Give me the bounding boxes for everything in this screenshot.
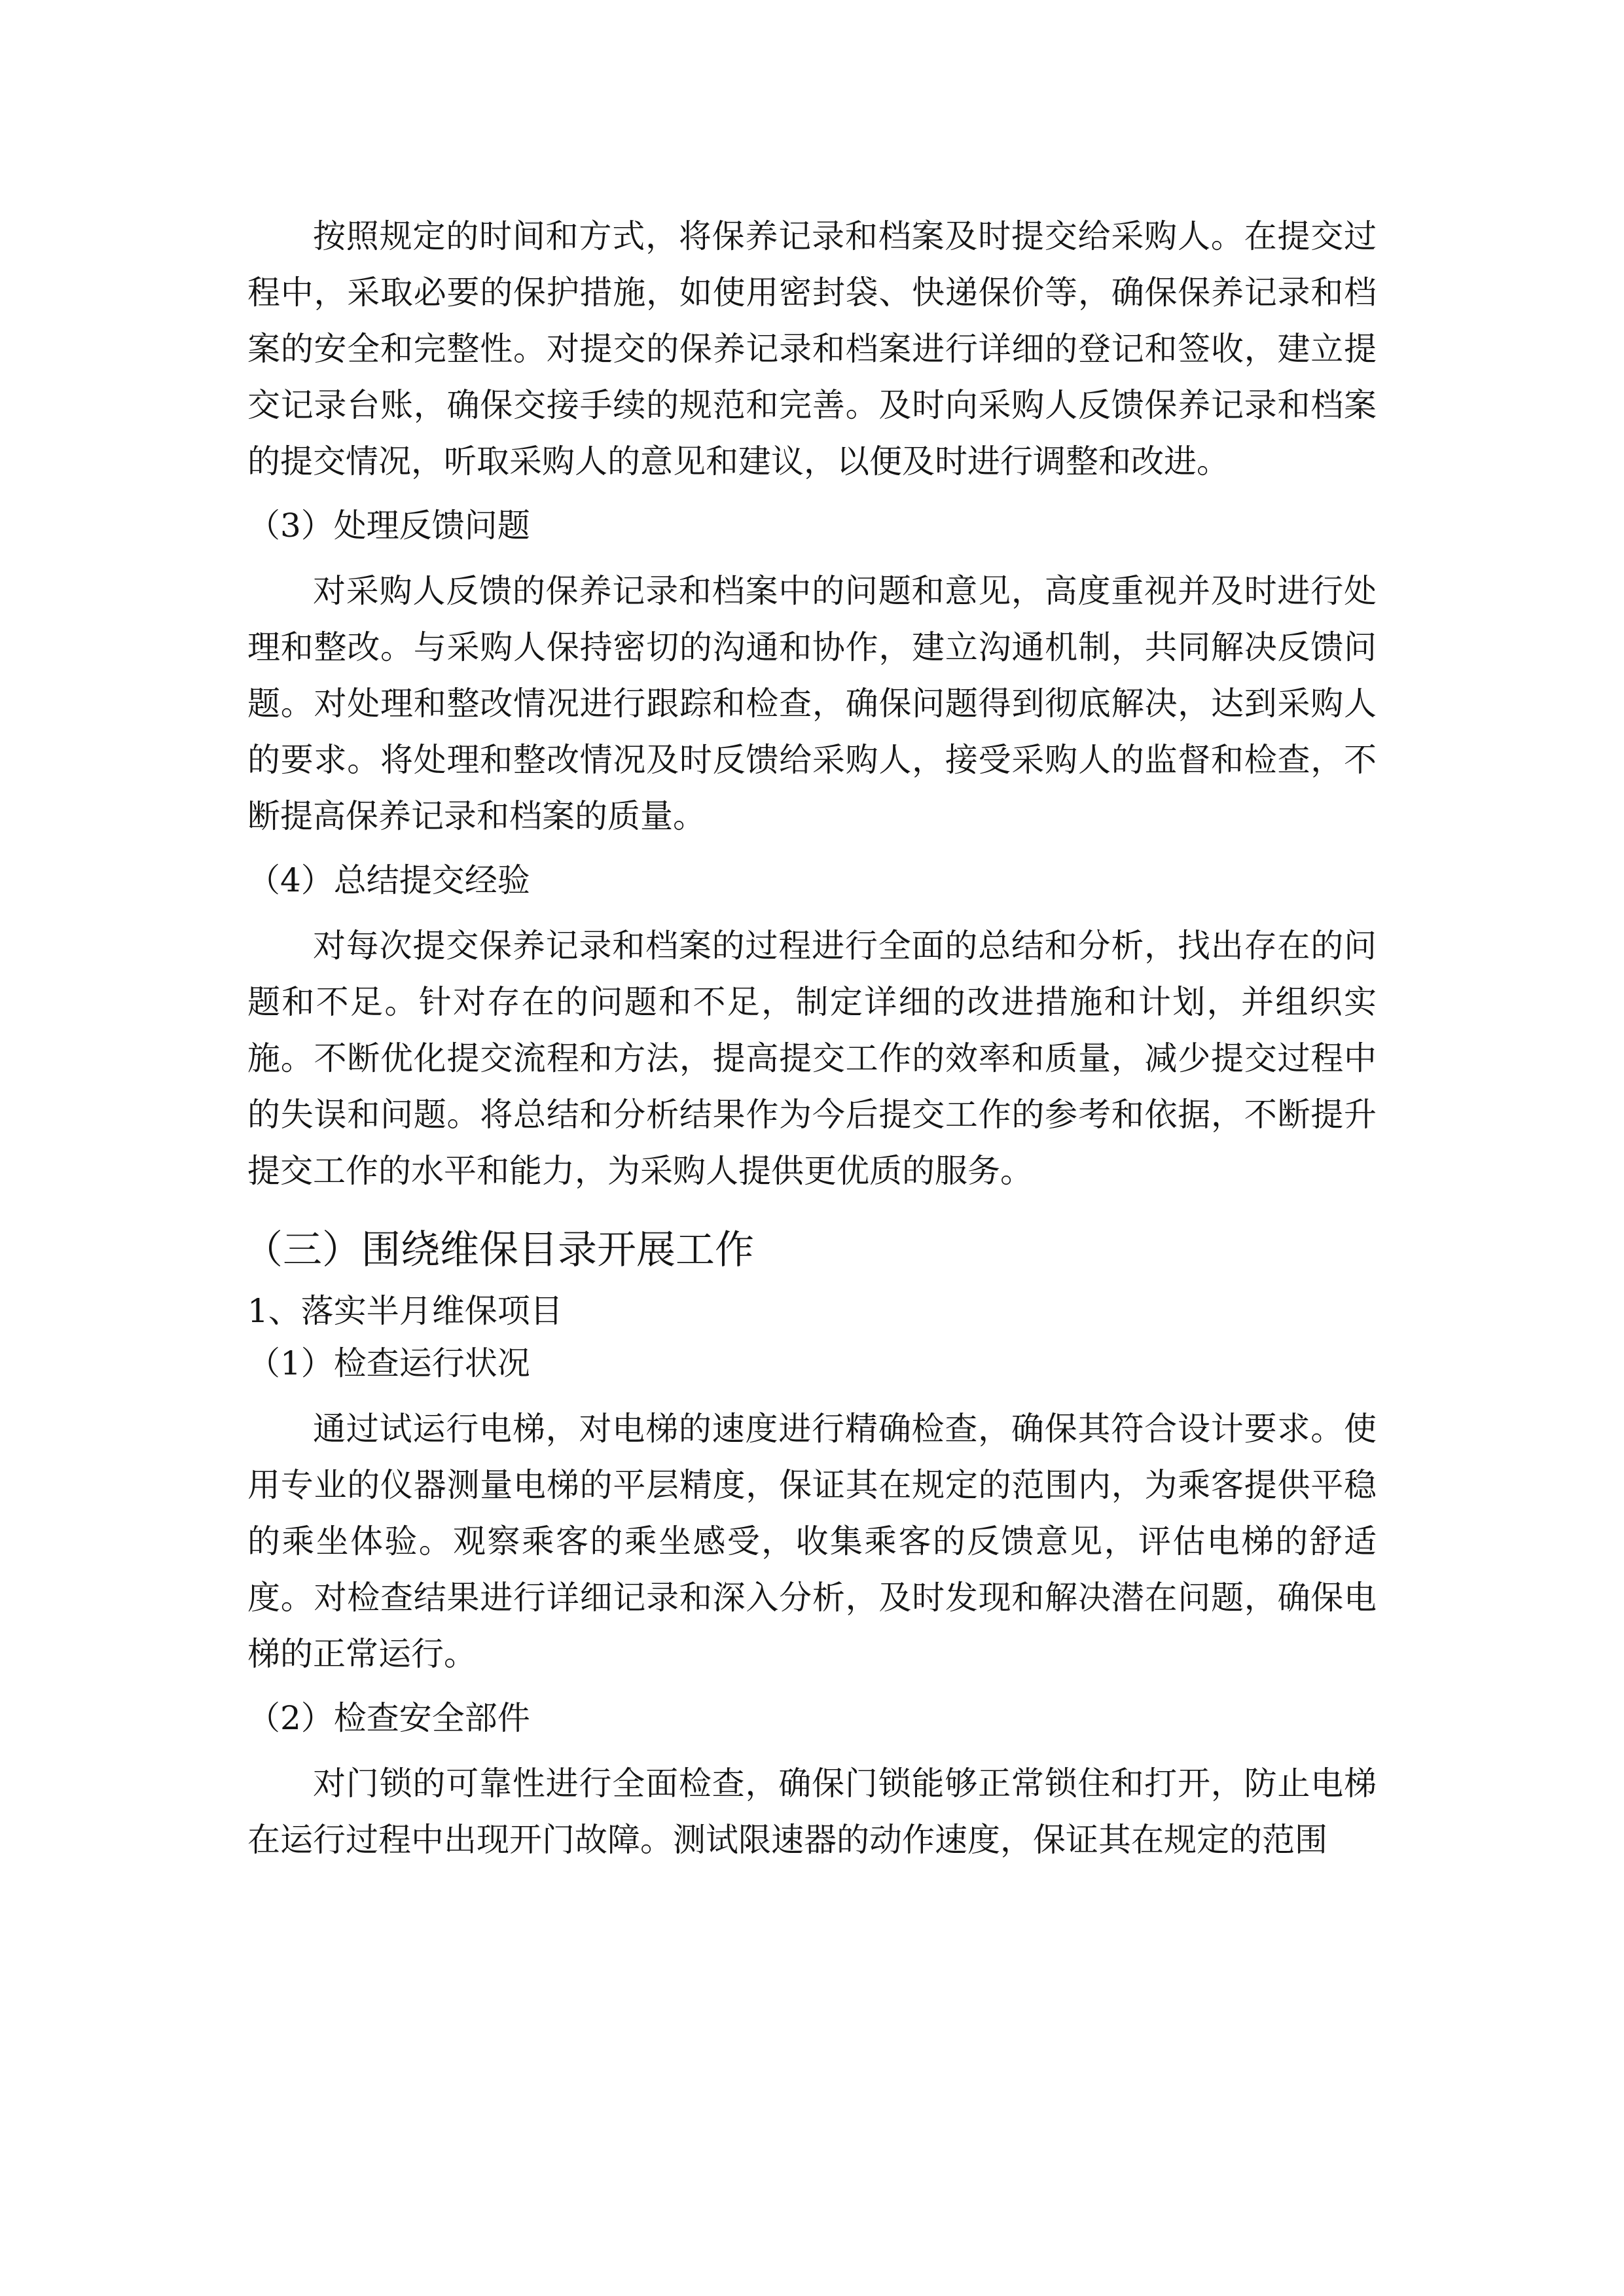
heading-check-safety-parts: （2）检查安全部件 — [247, 1699, 530, 1737]
heading-handle-feedback: （3）处理反馈问题 — [247, 507, 530, 545]
subheading-half-month-items: 1、落实半月维保项目 — [247, 1292, 563, 1330]
heading-check-operation: （1）检查运行状况 — [247, 1344, 530, 1382]
paragraph-summary: 对每次提交保养记录和档案的过程进行全面的总结和分析，找出存在的问题和不足。针对存在的问题和不足，制定详细的改进措施和计划，并组织实施。不断优化提交流程和方法，提高提交工作的效率和质量，减少提交过程中的失误和问题。将总结和分析结果作为今后提交工作的参考和依据，不断提升提交工作的水平和能力，为采购人提供更优质的服务。 — [247, 927, 1377, 1190]
paragraph-operation-check: 通过试运行电梯，对电梯的速度进行精确检查，确保其符合设计要求。使用专业的仪器测量电梯的平层精度，保证其在规定的范围内，为乘客提供平稳的乘坐体验。观察乘客的乘坐感受，收集乘客的反馈意见，评估电梯的舒适度。对检查结果进行详细记录和深入分析，及时发现和解决潜在问题，确保电梯的正常运行。 — [247, 1410, 1377, 1673]
paragraph-submission: 按照规定的时间和方式，将保养记录和档案及时提交给采购人。在提交过程中，采取必要的保护措施，如使用密封袋、快递保价等，确保保养记录和档案的安全和完整性。对提交的保养记录和档案进行详细的登记和签收，建立提交记录台账，确保交接手续的规范和完善。及时向采购人反馈保养记录和档案的提交情况，听取采购人的意见和建议，以便及时进行调整和改进。 — [247, 217, 1377, 480]
section-heading-maintenance-catalog: （三）围绕维保目录开展工作 — [244, 1227, 754, 1273]
document-body — [244, 208, 1377, 1868]
heading-summarize-experience: （4）总结提交经验 — [247, 861, 530, 899]
paragraph-safety-check: 对门锁的可靠性进行全面检查，确保门锁能够正常锁住和打开，防止电梯在运行过程中出现开门故障。测试限速器的动作速度，保证其在规定的范围 — [247, 1765, 1377, 1859]
paragraph-feedback: 对采购人反馈的保养记录和档案中的问题和意见，高度重视并及时进行处理和整改。与采购人保持密切的沟通和协作，建立沟通机制，共同解决反馈问题。对处理和整改情况进行跟踪和检查，确保问题得到彻底解决，达到采购人的要求。将处理和整改情况及时反馈给采购人，接受采购人的监督和检查，不断提高保养记录和档案的质量。 — [247, 572, 1377, 835]
